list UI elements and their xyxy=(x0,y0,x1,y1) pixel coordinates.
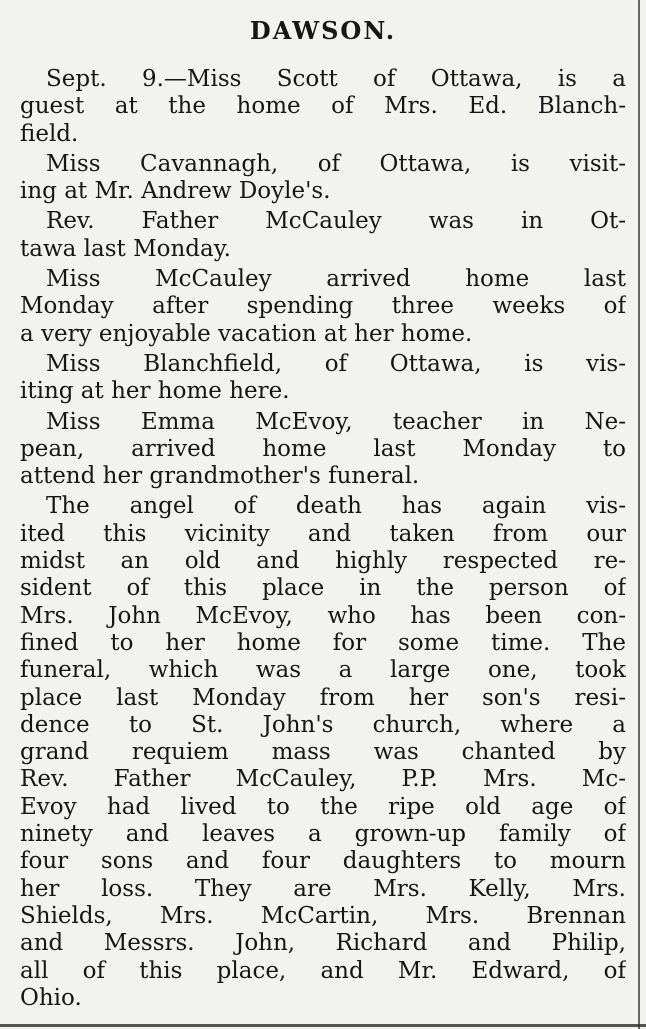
text-line: her loss. They are Mrs. Kelly, Mrs. xyxy=(20,875,626,902)
article-headline: DAWSON. xyxy=(249,16,397,45)
text-line: and Messrs. John, Richard and Philip, xyxy=(20,930,626,957)
article-paragraph xyxy=(20,493,626,1012)
column-rule xyxy=(638,0,640,1029)
text-line: midst an old and highly respected re- xyxy=(20,548,626,575)
text-line: sident of this place in the person of xyxy=(20,575,626,602)
text-line: funeral, which was a large one, took xyxy=(20,657,626,684)
bottom-rule xyxy=(0,1024,646,1027)
text-line: four sons and four daughters to mourn xyxy=(20,848,626,875)
text-line: grand requiem mass was chanted by xyxy=(20,739,626,766)
text-line: Mrs. John McEvoy, who has been con- xyxy=(20,602,626,629)
text-line: a very enjoyable vacation at her home. xyxy=(20,320,473,347)
text-line: Rev. Father McCauley, P.P. Mrs. Mc- xyxy=(20,766,626,793)
text-line: ninety and leaves a grown-up family of xyxy=(20,821,626,848)
text-line: pean, arrived home last Monday to xyxy=(20,435,626,462)
text-line: place last Monday from her son's resi- xyxy=(20,684,626,711)
article-column xyxy=(20,16,626,1012)
text-line: Miss McCauley arrived home last xyxy=(46,266,626,293)
text-line: Miss Blanchfield, of Ottawa, is vis- xyxy=(46,350,626,377)
text-line: The angel of death has again vis- xyxy=(46,493,626,520)
article-paragraph xyxy=(20,409,626,491)
text-line: Sept. 9.—Miss Scott of Ottawa, is a xyxy=(46,66,626,92)
text-line: Monday after spending three weeks of xyxy=(20,293,626,320)
text-line: tawa last Monday. xyxy=(20,235,231,262)
text-line: iting at her home here. xyxy=(20,378,290,405)
text-line: Shields, Mrs. McCartin, Mrs. Brennan xyxy=(20,902,626,929)
text-line: attend her grandmother's funeral. xyxy=(20,463,420,490)
text-line: ing at Mr. Andrew Doyle's. xyxy=(20,178,331,205)
text-line: guest at the home of Mrs. Ed. Blanch- xyxy=(20,93,626,120)
text-line: field. xyxy=(20,120,79,147)
article-paragraph xyxy=(20,66,626,148)
article-paragraph xyxy=(20,266,626,348)
text-line: fined to her home for some time. The xyxy=(20,629,626,656)
text-line: dence to St. John's church, where a xyxy=(20,711,626,738)
article-body xyxy=(20,66,626,1012)
article-paragraph xyxy=(20,351,626,406)
text-line: Ohio. xyxy=(20,984,82,1011)
text-line: all of this place, and Mr. Edward, of xyxy=(20,957,626,984)
text-line: Evoy had lived to the ripe old age of xyxy=(20,793,626,820)
text-line: Rev. Father McCauley was in Ot- xyxy=(46,208,626,235)
text-line: Miss Emma McEvoy, teacher in Ne- xyxy=(46,408,626,435)
text-line: ited this vicinity and taken from our xyxy=(20,520,626,547)
article-paragraph xyxy=(20,151,626,206)
text-line: Miss Cavannagh, of Ottawa, is visit- xyxy=(46,150,626,177)
article-paragraph xyxy=(20,208,626,263)
